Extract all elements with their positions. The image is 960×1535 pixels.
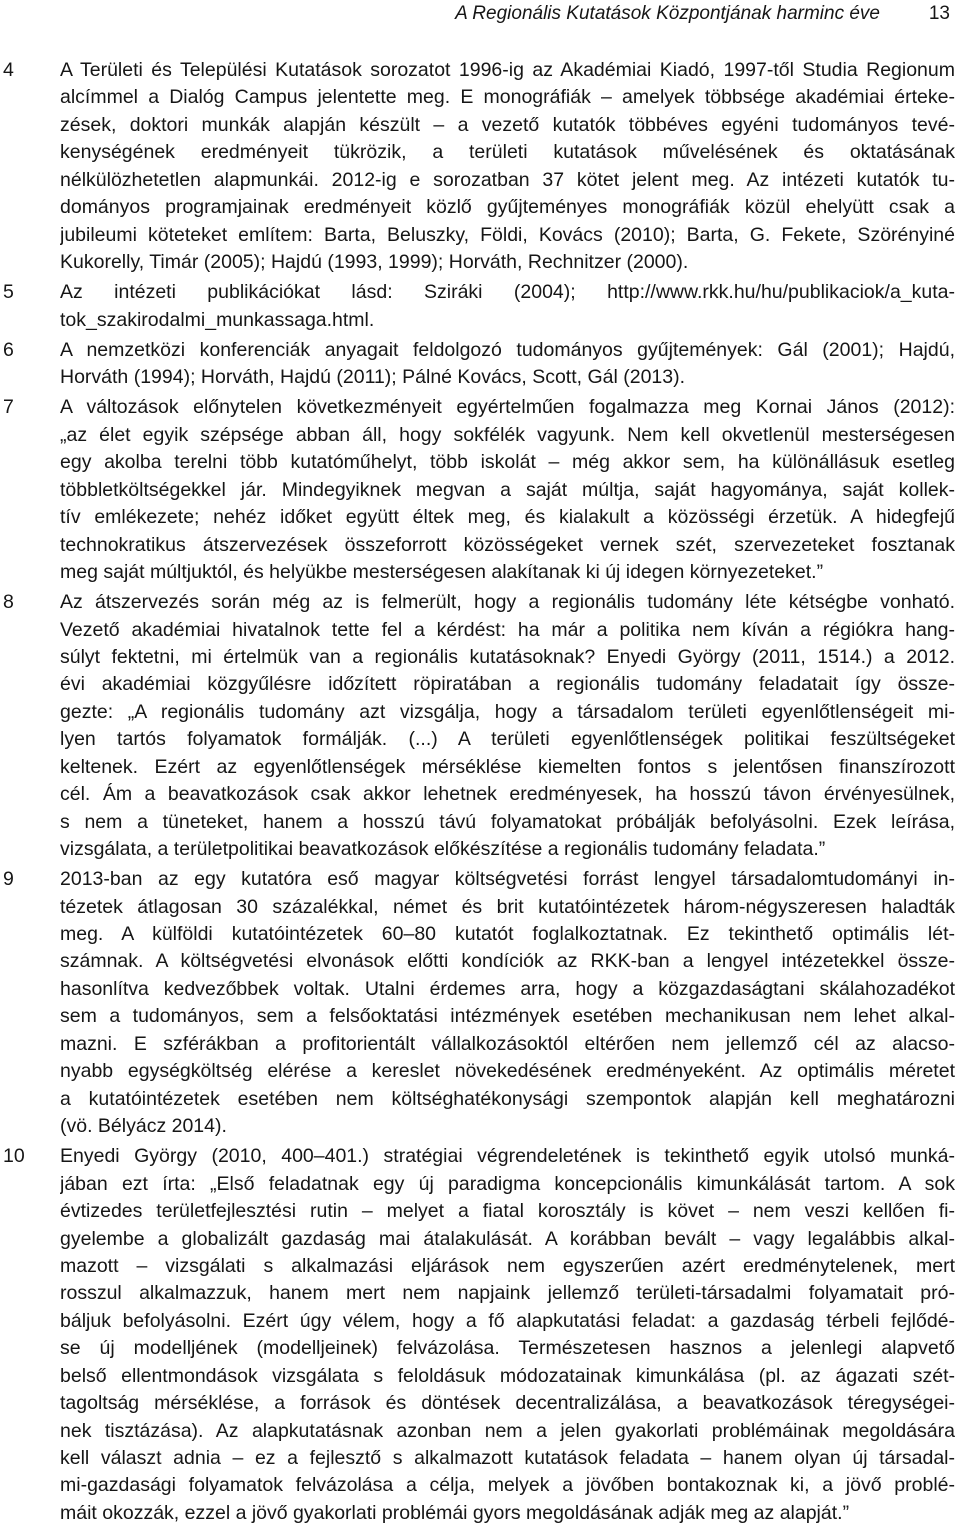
footnote-line: (vö. Bélyácz 2014). [60, 1115, 227, 1138]
footnote-line: többletköltségekkel jár. Mindegyiknek megvan a saját múltja, saját hagyománya, saját kollek- [60, 478, 955, 501]
footnote-line: a kutatóintézetek esetében nem költséghatékonysági szempontok alapján kell meghatározni [60, 1087, 955, 1110]
footnote-text [60, 1143, 955, 1527]
footnote-line: meg saját múltjuktól, és helyükbe mesterségesen alakítanak ki új idegen környezeteket.” [60, 560, 824, 583]
footnote-5 [0, 279, 960, 334]
footnote-line: mazni. E szférákban a profitorientált vállalkozásoktól eltérően nem jellemző cél az alacso- [60, 1032, 955, 1055]
footnote-line: Az intézeti publikációkat lásd: Sziráki (2004); http://www.rkk.hu/hu/publikaciok/a_kuta- [60, 281, 955, 304]
footnote-line: tív emlékezete; nehéz időket együtt éltek meg, és kialakult a közösségi érzetük. A hidegfejű [60, 506, 955, 529]
footnote-line: technokratikus átszervezések összeforrott közösségeket vernek szét, szervezeteket fosztanak [60, 533, 955, 556]
footnote-line: jában ezt írta: „Első feladatnak egy új paradigma koncepcionális kimunkálását tartom. A sok [60, 1172, 955, 1195]
footnote-text [60, 337, 955, 392]
page-number: 13 [928, 3, 950, 24]
footnote-line: A Területi és Települési Kutatások sorozatot 1996-ig az Akadémiai Kiadó, 1997-től Studia Regionum [60, 59, 955, 81]
footnote-line: vizsgálata, a területpolitikai beavatkozások előkészítése a regionális tudomány feladata.” [60, 838, 826, 860]
footnote-line: évtizedes területfejlesztési rutin – melyet a fiatal korosztály is követ – nem veszi kellően fi- [60, 1200, 955, 1223]
footnote-line: kell választ adnia – ez a fejlesztő s alkalmazott kutatások feladata – hanem olyan új társadal- [60, 1447, 955, 1469]
footnote-number: 7 [3, 396, 14, 419]
footnote-line: gyelembe a globalizált gazdaság mai átalakulását. A korábban bevált – vagy legalábbis alkal- [60, 1227, 955, 1250]
footnote-text [60, 589, 955, 863]
footnote-text [60, 866, 955, 1140]
footnote-line: nek tisztázása). Az alapkutatásnak azonban nem a jelen gyakorlati problémáinak megoldására [60, 1419, 955, 1442]
footnote-line: alcímmel a Dialóg Campus jelentette meg. E monográfiák – amelyek többsége akadémiai érteke- [60, 86, 955, 109]
footnote-number: 8 [3, 591, 14, 614]
footnote-line: A nemzetközi konferenciák anyagait feldolgozó tudományos gyűjtemények: Gál (2001); Hajdú, [60, 338, 955, 361]
footnote-line: Vezető akadémiai hivatalnok tette fel a kérdést: ha már a politika nem kíván a régiókra hang- [60, 618, 955, 641]
footnote-4 [0, 57, 960, 277]
footnote-line: tézetek átlagosan 30 százalékkal, német és brit kutatóintézetek három-négyszeresen haladták [60, 895, 955, 918]
footnote-line: tok_szakirodalmi_munkassaga.html. [60, 308, 375, 331]
footnote-10 [0, 1143, 960, 1527]
running-header [0, 0, 960, 27]
footnote-line: évi akadémiai közgyűlésre időzített röpiratában a regionális tudomány feladatait így össze- [60, 673, 955, 696]
footnote-line: jubileumi köteteket említem: Barta, Beluszky, Földi, Kovács (2010); Barta, G. Fekete, Szörényiné [60, 223, 955, 246]
footnote-text [60, 57, 955, 277]
footnote-number: 10 [3, 1145, 25, 1168]
footnote-line: báljuk befolyásolni. Ezért úgy vélem, hogy a fő alapkutatási feladat: a gazdaság térbeli fejlődé- [60, 1309, 955, 1332]
footnote-line: se új modelljének (modelljeinek) felvázolása. Természetesen hasznos a jelenlegi alapvető [60, 1337, 955, 1360]
footnote-line: gezte: „A regionális tudomány azt vizsgálja, hogy a társadalom területi egyenlőtlenségeit mi- [60, 700, 955, 723]
footnote-line: nyabb egységköltség elérése a kereslet növekedésének eredményeként. Az optimális méretet [60, 1060, 955, 1083]
footnote-line: keltenek. Ezért az egyenlőtlenségek mérséklése kiemelten fontos s jelentősen finanszírozott [60, 755, 955, 778]
footnote-line: mi-gazdasági folyamatok felvázolása a célja, melyek a jövőben bontakoznak ki, a jövő problé- [60, 1474, 955, 1497]
footnote-line: nélkülözhetetlen alapmunkái. 2012-ig e sorozatban 37 kötet jelent meg. Az intézeti kutatók tu- [60, 168, 955, 191]
footnotes [0, 57, 960, 1530]
footnote-7 [0, 394, 960, 586]
footnote-number: 6 [3, 338, 14, 361]
footnote-line: Az átszervezés során még az is felmerült, hogy a regionális tudomány léte kétségbe vonható. [60, 591, 955, 614]
footnote-line: Horváth (1994); Horváth, Hajdú (2011); Pálné Kovács, Scott, Gál (2013). [60, 366, 686, 389]
footnote-line: dományos programjainak eredményeit közlő gyűjteményes monográfiák közül ehelyütt csak a [60, 196, 955, 219]
footnote-line: A változások előnytelen következményeit egyértelműen fogalmazza meg Kornai János (2012): [60, 396, 955, 419]
footnote-line: rosszul alkalmazzuk, hanem mert nem napjaink jellemző területi-társadalmi folyamatait pró- [60, 1282, 955, 1305]
footnote-number: 5 [3, 281, 14, 304]
footnote-6 [0, 337, 960, 392]
footnote-line: súlyt fektetni, mi értelmük van a regionális kutatásoknak? Enyedi György (2011, 1514.) a 2012. [60, 645, 955, 668]
footnote-line: máit okozzák, ezzel a jövő gyakorlati problémái gyors megoldásának adják meg az alapját.” [60, 1501, 850, 1524]
footnote-number: 9 [3, 868, 14, 891]
footnote-line: egy akolba terelni több kutatóműhelyt, több iskolát – még akkor sem, ha különállásuk esetleg [60, 451, 955, 474]
footnote-line: Kukorelly, Timár (2005); Hajdú (1993, 1999); Horváth, Rechnitzer (2000). [60, 251, 689, 274]
footnote-line: hasonlítva kedvezőbbek voltak. Utalni érdemes arra, hogy a közgazdaságtani skálahozadékot [60, 977, 955, 1000]
footnote-line: „az élet egyik szépsége abban áll, hogy sokfélék vagyunk. Nem kell okvetlenül mesterségesen [60, 423, 955, 446]
footnote-line: számnak. A költségvetési elvonások előtti kondíciók az RKK-ban a lengyel intézetekkel össze- [60, 950, 955, 973]
footnote-number: 4 [3, 59, 14, 81]
footnote-line: belső ellentmondások vizsgálata s feloldásuk módozatainak kimunkálása (pl. az ágazati szét- [60, 1364, 955, 1387]
footnote-line: zések, doktori munkák alapján készült – a vezető kutatók többéves egyéni tudományos tevé- [60, 113, 955, 136]
footnote-line: sem a tudományos, sem a felsőoktatási intézmények esetében mechanikusan nem lehet alkal- [60, 1005, 955, 1028]
footnote-line: mazott – vizsgálati s alkalmazási eljárások nem egyszerűen azért eredménytelenek, mert [60, 1254, 955, 1277]
footnote-text [60, 279, 955, 334]
footnote-line: 2013-ban az egy kutatóra eső magyar költségvetési forrást lengyel társadalomtudományi in- [60, 868, 955, 891]
footnote-line: tagoltság mérséklése, a források és döntések decentralizálása, a beavatkozások téregységei- [60, 1392, 955, 1415]
running-header-title: A Regionális Kutatások Központjának harminc éve [455, 3, 880, 24]
footnote-line: kenységének eredményeit tükrözik, a területi kutatások művelésének és oktatásának [60, 141, 955, 164]
footnote-line: lyen tartós folyamatok formálják. (...) A területi egyenlőtlenségek politikai feszültségeket [60, 728, 955, 751]
footnote-9 [0, 866, 960, 1140]
footnote-line: meg. A külföldi kutatóintézetek 60–80 kutatót foglalkoztatnak. Ez tekinthető optimális lét- [60, 923, 955, 945]
footnote-8 [0, 589, 960, 863]
footnote-line: Enyedi György (2010, 400–401.) stratégiai végrendeletének is tekinthető egyik utolsó munká- [60, 1145, 955, 1168]
footnote-line: s nem a tüneteket, hanem a hosszú távú folyamatokat próbálják befolyásolni. Ezek leírása, [60, 810, 955, 833]
footnote-text [60, 394, 955, 586]
footnote-line: cél. Ám a beavatkozások csak akkor lehetnek eredményesek, ha hosszú távon érvényesülnek, [60, 783, 955, 806]
